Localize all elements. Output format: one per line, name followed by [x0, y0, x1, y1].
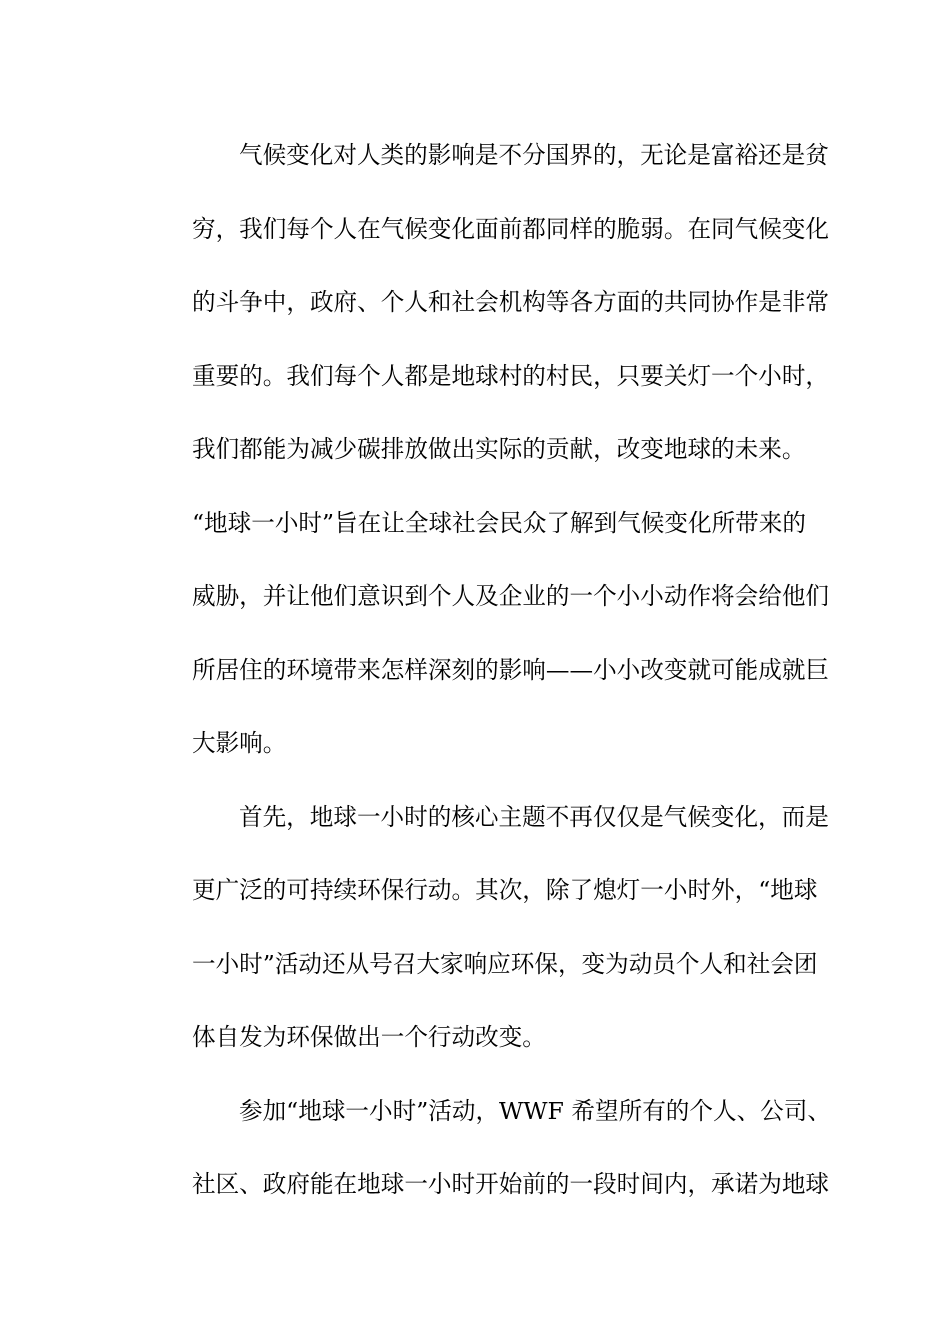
text-line: “地球一小时”旨在让全球社会民众了解到气候变化所带来的	[192, 508, 806, 537]
text-line: 所居住的环境带来怎样深刻的影响——小小改变就可能成就巨	[192, 655, 830, 684]
text-line: 体自发为环保做出一个行动改变。	[192, 1023, 546, 1051]
text-line: 更广泛的可持续环保行动。其次，除了熄灯一小时外，“地球	[192, 876, 818, 904]
text-line: 气候变化对人类的影响是不分国界的，无论是富裕还是贫	[239, 141, 829, 169]
text-line: 威胁，并让他们意识到个人及企业的一个小小动作将会给他们	[192, 582, 830, 610]
text-line: 的斗争中，政府、个人和社会机构等各方面的共同协作是非常	[192, 288, 830, 316]
text-line: 社区、政府能在地球一小时开始前的一段时间内，承诺为地球	[192, 1170, 830, 1198]
text-line: 一小时”活动还从号召大家响应环保，变为动员个人和社会团	[192, 949, 818, 978]
text-line: 参加“地球一小时”活动，WWF 希望所有的个人、公司、	[239, 1096, 831, 1125]
paragraph-3	[145, 1075, 831, 1222]
text-line: 大影响。	[192, 729, 287, 757]
document-body	[145, 119, 831, 1222]
text-line: 首先，地球一小时的核心主题不再仅仅是气候变化，而是	[239, 802, 829, 831]
text-line: 重要的。我们每个人都是地球村的村民，只要关灯一个小时，	[192, 361, 830, 390]
text-line: 穷，我们每个人在气候变化面前都同样的脆弱。在同气候变化	[192, 214, 830, 243]
paragraph-1	[145, 119, 830, 781]
paragraph-2	[145, 781, 829, 1075]
text-line: 我们都能为减少碳排放做出实际的贡献，改变地球的未来。	[192, 435, 806, 463]
